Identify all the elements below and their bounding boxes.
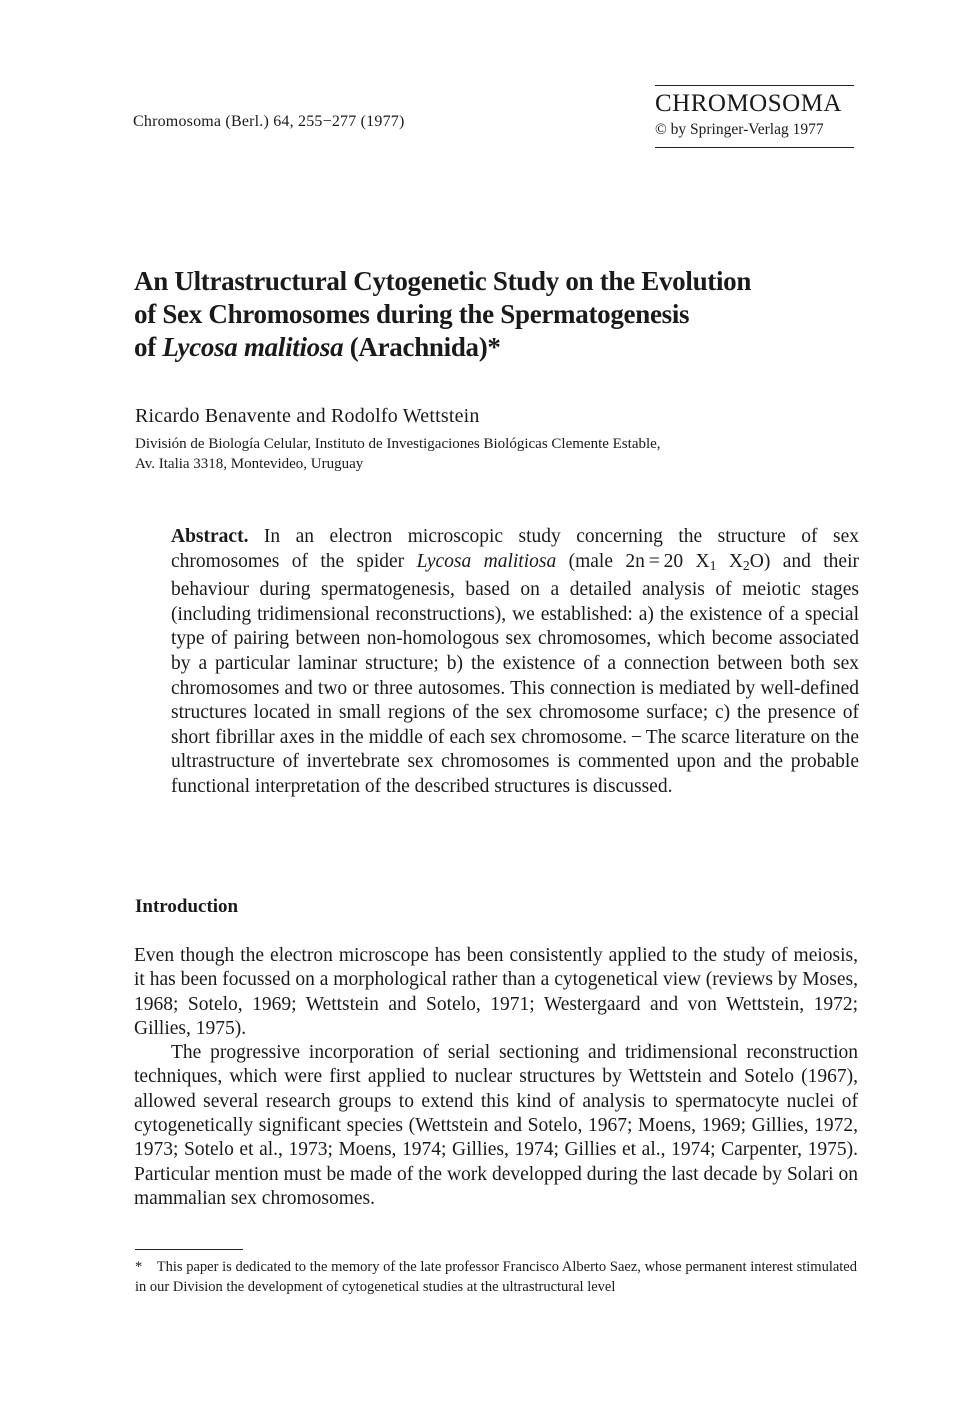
affiliation — [135, 434, 661, 474]
title-suffix: (Arachnida)* — [343, 332, 501, 362]
abstract-text-1: In an electron microscopic study concerning the structure of sex chromosomes of the spider — [171, 526, 859, 572]
title-line-1: An Ultrastructural Cytogenetic Study on the Evolution — [134, 266, 752, 296]
introduction-paragraph-1: Even though the electron microscope has been consistently applied to the study of meiosis, it has been focussed on a morphological rather than a cytogenetical view (reviews by Moses, 1968; Sotelo, 1969; Wettstein and Sotelo, 1971; Westergaard and von Wettstein, 1972; Gillies, 1975). — [134, 945, 858, 1039]
article-title — [134, 265, 854, 364]
affiliation-line-2: Av. Italia 3318, Montevideo, Uruguay — [135, 456, 364, 472]
abstract-text-3: X — [716, 550, 743, 572]
abstract-text-2: (male 2n = 20 X — [556, 550, 710, 572]
journal-masthead — [655, 85, 854, 148]
abstract-label: Abstract. — [171, 526, 249, 547]
title-prefix: of — [134, 332, 163, 362]
title-species: Lycosa malitiosa — [162, 332, 344, 362]
abstract — [171, 525, 859, 800]
abstract-text-4: O) and their behaviour during spermatogenesis, based on a detailed analysis of meiotic stages (including tridimensional reconstructions), we established: a) the existence of a special type of pairing between non-homologous sex chromosomes, which become associated by a particular laminar structure; b) the existence of a connection between both sex chromosomes and two or three autosomes. This connection is mediated by well-defined structures located in small regions of the sex chromosome surface; c) the presence of short fibrillar axes in the middle of each sex chromosome. − The scarce literature on the ultrastructure of invertebrate sex chromosomes is commented upon and the probable functional interpretation of the described structures is discussed. — [171, 550, 859, 797]
section-heading-introduction: Introduction — [135, 896, 239, 917]
abstract-species: Lycosa malitiosa — [416, 550, 557, 572]
introduction-body — [134, 944, 858, 1211]
footnote: * This paper is dedicated to the memory of the late professor Francisco Alberto Saez, whose permanent interest stimulated in our Division the development of cytogenetical studies at the ultrastructural level — [135, 1259, 857, 1295]
journal-name: CHROMOSOMA — [655, 90, 842, 117]
masthead-top-rule — [655, 85, 854, 86]
affiliation-line-1: División de Biología Celular, Instituto de Investigaciones Biológicas Clemente Estable, — [135, 436, 661, 452]
title-line-2: of Sex Chromosomes during the Spermatogenesis — [134, 299, 690, 329]
abstract-subscript-2: 2 — [742, 557, 750, 573]
author-list: Ricardo Benavente and Rodolfo Wettstein — [135, 405, 480, 427]
title-line-3 — [134, 331, 854, 364]
footnote-rule — [135, 1249, 243, 1250]
journal-citation: Chromosoma (Berl.) 64, 255−277 (1977) — [133, 113, 405, 130]
masthead-bottom-rule — [655, 147, 854, 148]
introduction-paragraph-2: The progressive incorporation of serial sectioning and tridimensional reconstruction techniques, which were first applied to nuclear structures by Wettstein and Sotelo (1967), allowed several research groups to extend this kind of analysis to spermatocyte nuclei of cytogenetically significant species (Wettstein and Sotelo, 1967; Moens, 1969; Gillies, 1972, 1973; Sotelo et al., 1973; Moens, 1974; Gillies, 1974; Gillies et al., 1974; Carpenter, 1975). Particular mention must be made of the work developped during the last decade by Solari on mammalian sex chromosomes. — [134, 1042, 858, 1209]
copyright-notice: © by Springer-Verlag 1977 — [655, 121, 824, 138]
abstract-subscript-1: 1 — [709, 557, 717, 573]
